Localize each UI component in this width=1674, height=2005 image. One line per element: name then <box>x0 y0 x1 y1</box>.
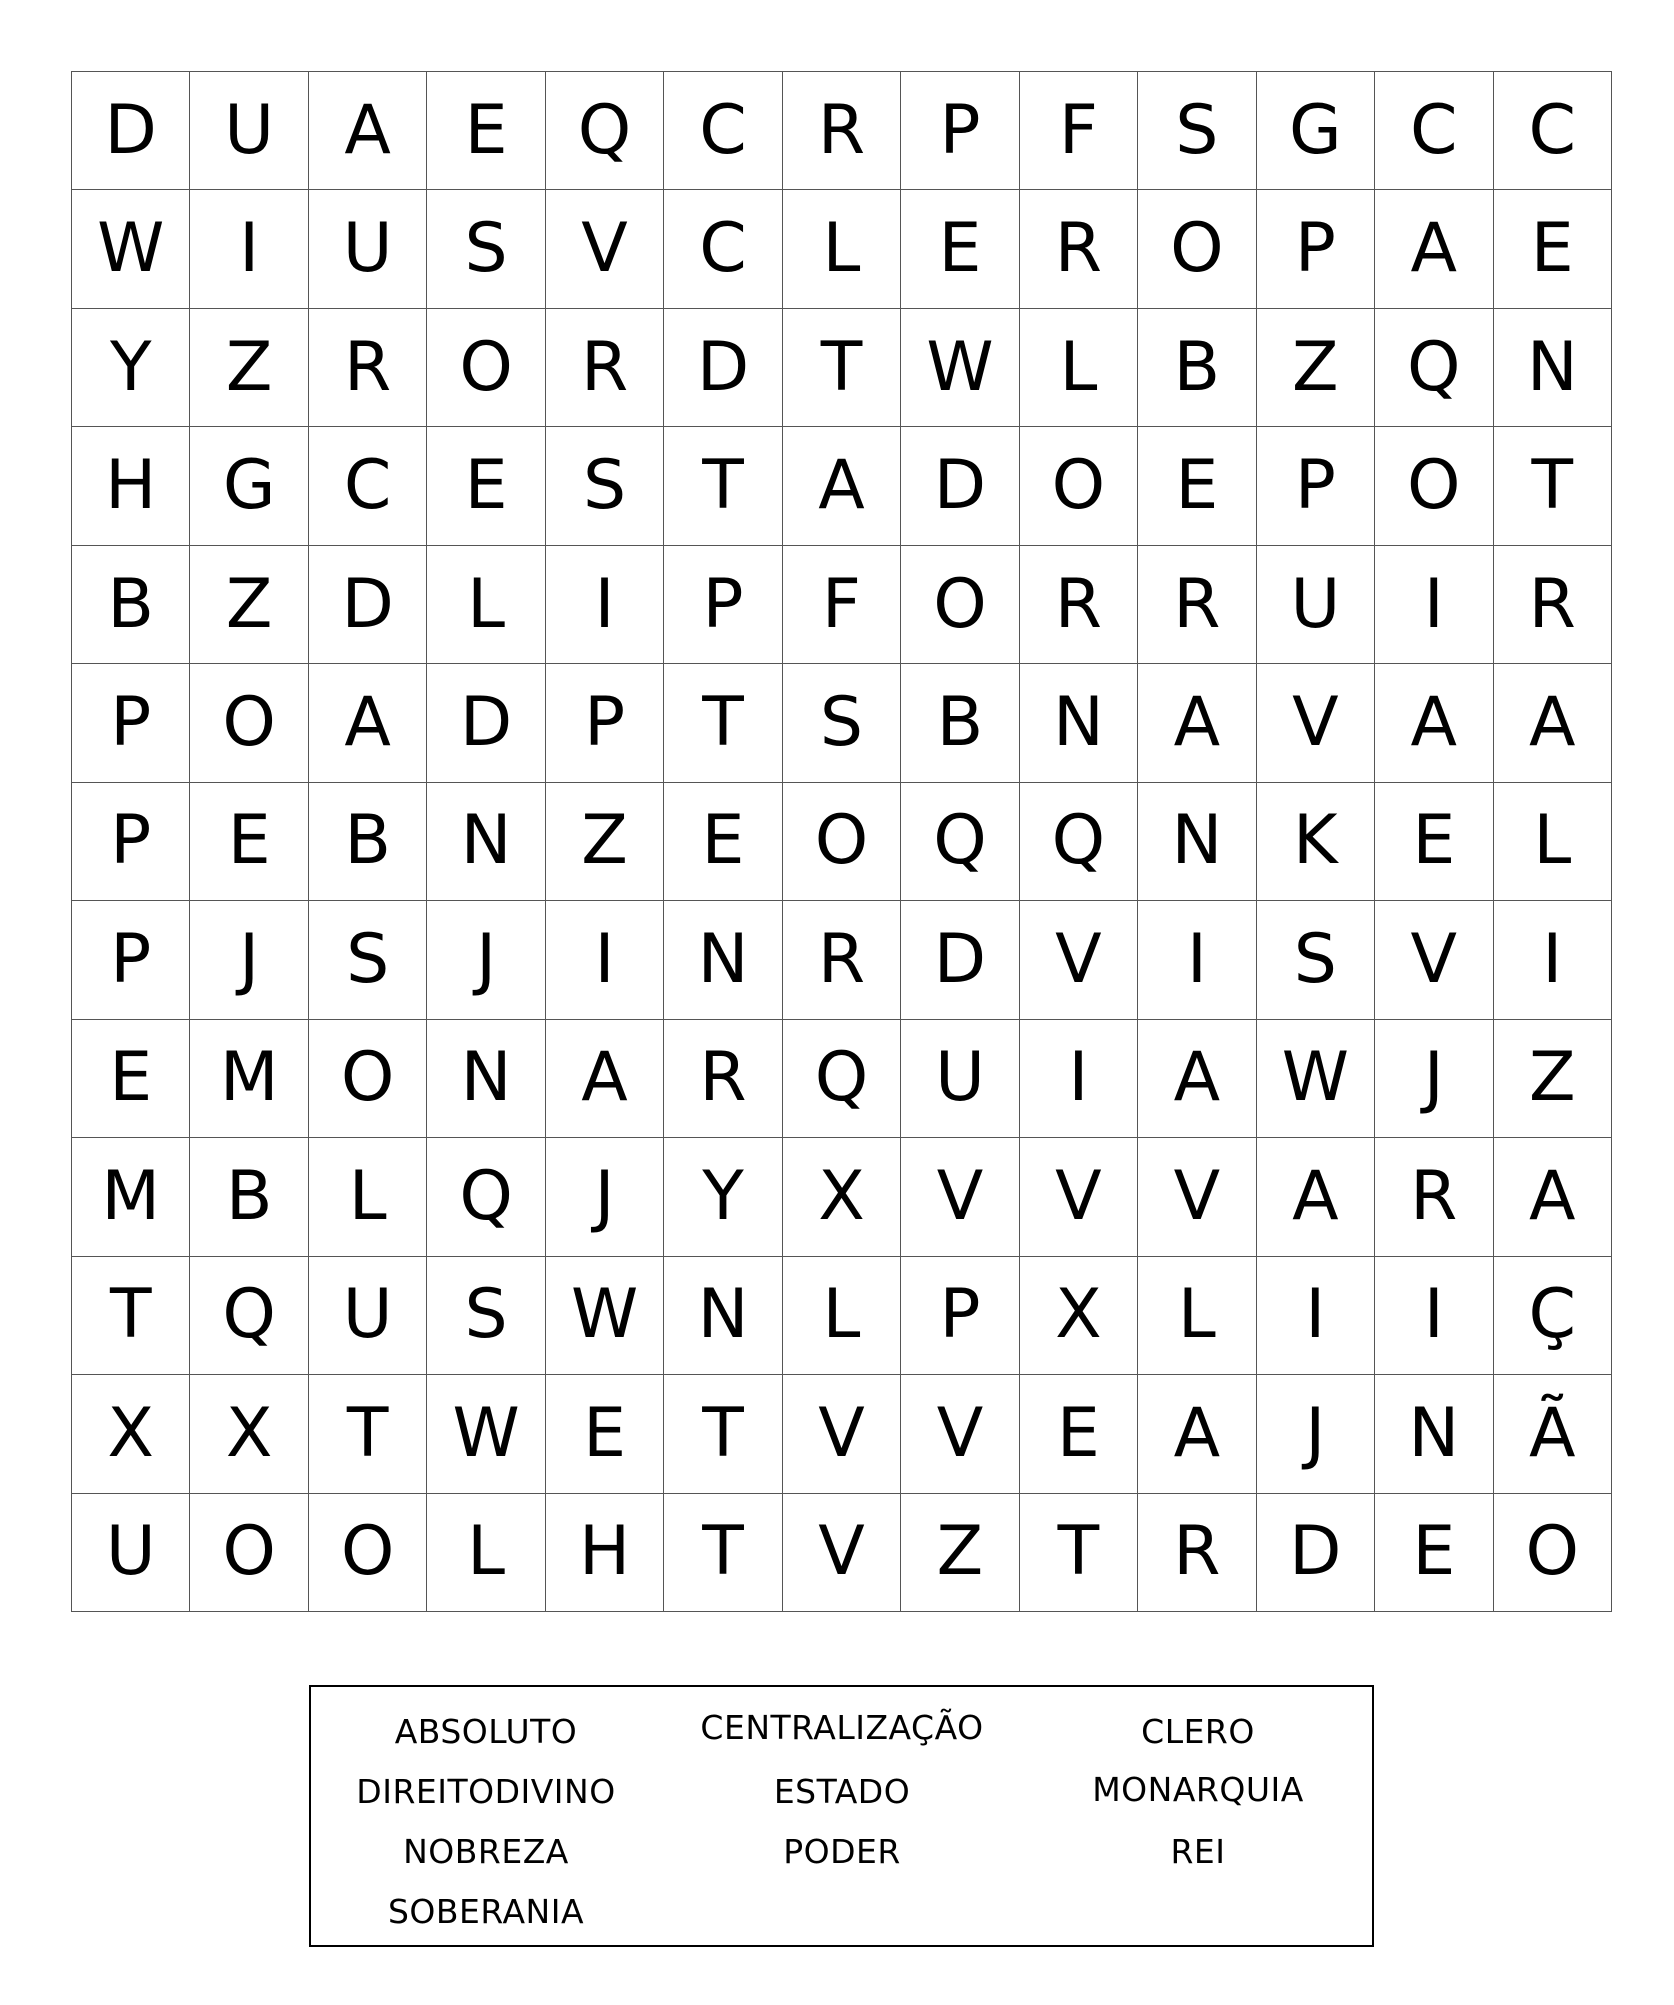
grid-cell[interactable]: J <box>1375 1020 1493 1138</box>
grid-cell[interactable]: I <box>1138 901 1256 1019</box>
grid-cell[interactable]: E <box>664 783 782 901</box>
grid-cell[interactable]: N <box>427 783 545 901</box>
grid-cell[interactable]: V <box>546 190 664 308</box>
grid-cell[interactable]: O <box>783 783 901 901</box>
grid-cell[interactable]: A <box>1138 1375 1256 1493</box>
grid-cell[interactable]: X <box>1020 1257 1138 1375</box>
grid-cell[interactable]: T <box>664 1494 782 1612</box>
grid-cell[interactable]: R <box>783 901 901 1019</box>
grid-cell[interactable]: C <box>1375 72 1493 190</box>
grid-cell[interactable]: R <box>783 72 901 190</box>
grid-cell[interactable]: L <box>1494 783 1612 901</box>
grid-cell[interactable]: S <box>783 664 901 782</box>
word-rei: REI <box>1170 1832 1226 1871</box>
grid-cell[interactable]: R <box>664 1020 782 1138</box>
grid-cell[interactable]: D <box>664 309 782 427</box>
grid-cell[interactable]: Q <box>901 783 1019 901</box>
grid-cell[interactable]: N <box>1020 664 1138 782</box>
grid-cell[interactable]: N <box>1138 783 1256 901</box>
grid-cell[interactable]: O <box>309 1494 427 1612</box>
grid-cell[interactable]: I <box>190 190 308 308</box>
grid-cell[interactable]: S <box>309 901 427 1019</box>
grid-cell[interactable]: V <box>1020 1138 1138 1256</box>
grid-cell[interactable]: A <box>1375 664 1493 782</box>
grid-cell[interactable]: O <box>1494 1494 1612 1612</box>
grid-cell[interactable]: W <box>1257 1020 1375 1138</box>
word-nobreza: NOBREZA <box>403 1832 569 1871</box>
grid-cell[interactable]: E <box>901 190 1019 308</box>
grid-cell[interactable]: V <box>1138 1138 1256 1256</box>
grid-cell[interactable]: U <box>1257 546 1375 664</box>
grid-cell[interactable]: C <box>309 427 427 545</box>
grid-cell[interactable]: U <box>190 72 308 190</box>
grid-cell[interactable]: E <box>1375 1494 1493 1612</box>
grid-cell[interactable]: R <box>309 309 427 427</box>
grid-cell[interactable]: A <box>309 664 427 782</box>
grid-cell[interactable]: H <box>546 1494 664 1612</box>
grid-cell[interactable]: A <box>309 72 427 190</box>
grid-cell[interactable]: E <box>546 1375 664 1493</box>
grid-cell[interactable]: O <box>1375 427 1493 545</box>
grid-cell[interactable]: E <box>1020 1375 1138 1493</box>
grid-cell[interactable]: T <box>783 309 901 427</box>
grid-cell[interactable]: A <box>1138 664 1256 782</box>
grid-cell[interactable]: D <box>901 901 1019 1019</box>
grid-cell[interactable]: S <box>427 190 545 308</box>
grid-cell[interactable]: N <box>664 1257 782 1375</box>
grid-cell[interactable]: A <box>546 1020 664 1138</box>
grid-cell[interactable]: L <box>427 1494 545 1612</box>
grid-cell[interactable]: E <box>427 427 545 545</box>
grid-cell[interactable]: N <box>664 901 782 1019</box>
word-bank <box>309 1685 1374 1947</box>
grid-cell[interactable]: D <box>901 427 1019 545</box>
grid-cell[interactable]: L <box>1138 1257 1256 1375</box>
grid-cell[interactable]: U <box>309 190 427 308</box>
word-estado: ESTADO <box>773 1772 911 1811</box>
grid-cell[interactable]: Ã <box>1494 1375 1612 1493</box>
grid-cell[interactable]: E <box>72 1020 190 1138</box>
grid-cell[interactable]: B <box>72 546 190 664</box>
grid-cell[interactable]: A <box>1494 1138 1612 1256</box>
grid-cell[interactable]: G <box>1257 72 1375 190</box>
grid-cell[interactable]: P <box>901 1257 1019 1375</box>
grid-cell[interactable]: T <box>664 1375 782 1493</box>
grid-cell[interactable]: V <box>1020 901 1138 1019</box>
grid-cell[interactable]: J <box>546 1138 664 1256</box>
grid-cell[interactable]: D <box>309 546 427 664</box>
grid-cell[interactable]: T <box>664 664 782 782</box>
word-centralizacao: CENTRALIZAÇÃO <box>700 1708 984 1747</box>
grid-cell[interactable]: D <box>427 664 545 782</box>
grid-cell[interactable]: Z <box>190 309 308 427</box>
grid-cell[interactable]: I <box>546 901 664 1019</box>
grid-cell[interactable]: Z <box>546 783 664 901</box>
grid-cell[interactable]: A <box>1494 664 1612 782</box>
grid-cell[interactable]: M <box>72 1138 190 1256</box>
grid-cell[interactable]: Q <box>546 72 664 190</box>
grid-cell[interactable]: S <box>1257 901 1375 1019</box>
grid-cell[interactable]: R <box>1020 546 1138 664</box>
grid-cell[interactable]: Z <box>901 1494 1019 1612</box>
grid-cell[interactable]: I <box>546 546 664 664</box>
grid-cell[interactable]: B <box>309 783 427 901</box>
grid-cell[interactable]: O <box>190 664 308 782</box>
grid-cell[interactable]: C <box>664 190 782 308</box>
grid-cell[interactable]: Q <box>783 1020 901 1138</box>
grid-cell[interactable]: Z <box>1257 309 1375 427</box>
grid-cell[interactable]: V <box>901 1138 1019 1256</box>
grid-cell[interactable]: Z <box>190 546 308 664</box>
grid-cell[interactable]: P <box>546 664 664 782</box>
grid-cell[interactable]: R <box>1138 546 1256 664</box>
grid-cell[interactable]: E <box>1494 190 1612 308</box>
grid-cell[interactable]: I <box>1375 546 1493 664</box>
grid-cell[interactable]: I <box>1020 1020 1138 1138</box>
grid-cell[interactable]: W <box>427 1375 545 1493</box>
grid-cell[interactable]: U <box>309 1257 427 1375</box>
word-monarquia: MONARQUIA <box>1092 1770 1304 1809</box>
grid-cell[interactable]: Ç <box>1494 1257 1612 1375</box>
grid-cell[interactable]: O <box>1020 427 1138 545</box>
grid-cell[interactable]: Q <box>190 1257 308 1375</box>
grid-cell[interactable]: N <box>427 1020 545 1138</box>
grid-cell[interactable]: Z <box>1494 1020 1612 1138</box>
grid-cell[interactable]: A <box>1138 1020 1256 1138</box>
grid-cell[interactable]: M <box>190 1020 308 1138</box>
grid-cell[interactable]: W <box>72 190 190 308</box>
grid-cell[interactable]: C <box>664 72 782 190</box>
word-search-grid <box>71 71 1612 1612</box>
grid-cell[interactable]: P <box>901 72 1019 190</box>
word-direitodivino: DIREITODIVINO <box>356 1772 616 1811</box>
grid-cell[interactable]: A <box>1375 190 1493 308</box>
grid-cell[interactable]: Y <box>664 1138 782 1256</box>
grid-cell[interactable]: P <box>72 783 190 901</box>
grid-cell[interactable]: L <box>427 546 545 664</box>
grid-cell[interactable]: J <box>190 901 308 1019</box>
grid-cell[interactable]: W <box>901 309 1019 427</box>
grid-cell[interactable]: P <box>1257 427 1375 545</box>
grid-cell[interactable]: O <box>901 546 1019 664</box>
grid-cell[interactable]: E <box>1138 427 1256 545</box>
grid-cell[interactable]: X <box>783 1138 901 1256</box>
grid-cell[interactable]: P <box>1257 190 1375 308</box>
grid-cell[interactable]: X <box>190 1375 308 1493</box>
grid-cell[interactable]: Q <box>427 1138 545 1256</box>
grid-cell[interactable]: E <box>190 783 308 901</box>
grid-cell[interactable]: Q <box>1020 783 1138 901</box>
grid-cell[interactable]: T <box>1494 427 1612 545</box>
word-soberania: SOBERANIA <box>387 1892 585 1931</box>
grid-cell[interactable]: A <box>783 427 901 545</box>
grid-cell[interactable]: G <box>190 427 308 545</box>
grid-cell[interactable]: N <box>1494 309 1612 427</box>
grid-cell[interactable]: O <box>427 309 545 427</box>
grid-cell[interactable]: L <box>783 190 901 308</box>
grid-cell[interactable]: F <box>1020 72 1138 190</box>
grid-cell[interactable]: R <box>1375 1138 1493 1256</box>
grid-cell[interactable]: T <box>72 1257 190 1375</box>
grid-cell[interactable]: K <box>1257 783 1375 901</box>
grid-cell[interactable]: P <box>72 664 190 782</box>
grid-cell[interactable]: T <box>1020 1494 1138 1612</box>
grid-cell[interactable]: H <box>72 427 190 545</box>
word-clero: CLERO <box>1141 1712 1255 1751</box>
grid-cell[interactable]: U <box>901 1020 1019 1138</box>
grid-cell[interactable]: R <box>1020 190 1138 308</box>
grid-cell[interactable]: F <box>783 546 901 664</box>
grid-cell[interactable]: Y <box>72 309 190 427</box>
grid-cell[interactable]: R <box>1494 546 1612 664</box>
grid-cell[interactable]: Q <box>1375 309 1493 427</box>
grid-cell[interactable]: E <box>1375 783 1493 901</box>
grid-cell[interactable]: S <box>427 1257 545 1375</box>
grid-cell[interactable]: P <box>72 901 190 1019</box>
word-absoluto: ABSOLUTO <box>394 1712 578 1751</box>
grid-cell[interactable]: R <box>1138 1494 1256 1612</box>
grid-cell[interactable]: A <box>1257 1138 1375 1256</box>
grid-cell[interactable]: I <box>1375 1257 1493 1375</box>
grid-cell[interactable]: B <box>901 664 1019 782</box>
grid-cell[interactable]: V <box>1375 901 1493 1019</box>
grid-cell[interactable]: P <box>664 546 782 664</box>
grid-cell[interactable]: J <box>427 901 545 1019</box>
grid-cell[interactable]: B <box>1138 309 1256 427</box>
grid-cell[interactable]: O <box>190 1494 308 1612</box>
grid-cell[interactable]: D <box>1257 1494 1375 1612</box>
grid-cell[interactable]: X <box>72 1375 190 1493</box>
grid-cell[interactable]: D <box>72 72 190 190</box>
grid-cell[interactable]: S <box>546 427 664 545</box>
grid-cell[interactable]: S <box>1138 72 1256 190</box>
grid-cell[interactable]: O <box>1138 190 1256 308</box>
grid-cell[interactable]: L <box>1020 309 1138 427</box>
grid-cell[interactable]: T <box>309 1375 427 1493</box>
grid-cell[interactable]: W <box>546 1257 664 1375</box>
grid-cell[interactable]: V <box>783 1375 901 1493</box>
grid-cell[interactable]: I <box>1257 1257 1375 1375</box>
grid-cell[interactable]: N <box>1375 1375 1493 1493</box>
word-poder: PODER <box>783 1832 901 1871</box>
grid-cell[interactable]: V <box>1257 664 1375 782</box>
grid-cell[interactable]: V <box>783 1494 901 1612</box>
grid-cell[interactable]: V <box>901 1375 1019 1493</box>
grid-cell[interactable]: L <box>783 1257 901 1375</box>
grid-cell[interactable]: J <box>1257 1375 1375 1493</box>
grid-cell[interactable]: E <box>427 72 545 190</box>
grid-cell[interactable]: T <box>664 427 782 545</box>
grid-cell[interactable]: O <box>309 1020 427 1138</box>
grid-cell[interactable]: C <box>1494 72 1612 190</box>
grid-cell[interactable]: B <box>190 1138 308 1256</box>
grid-cell[interactable]: R <box>546 309 664 427</box>
grid-cell[interactable]: L <box>309 1138 427 1256</box>
grid-cell[interactable]: U <box>72 1494 190 1612</box>
grid-cell[interactable]: I <box>1494 901 1612 1019</box>
